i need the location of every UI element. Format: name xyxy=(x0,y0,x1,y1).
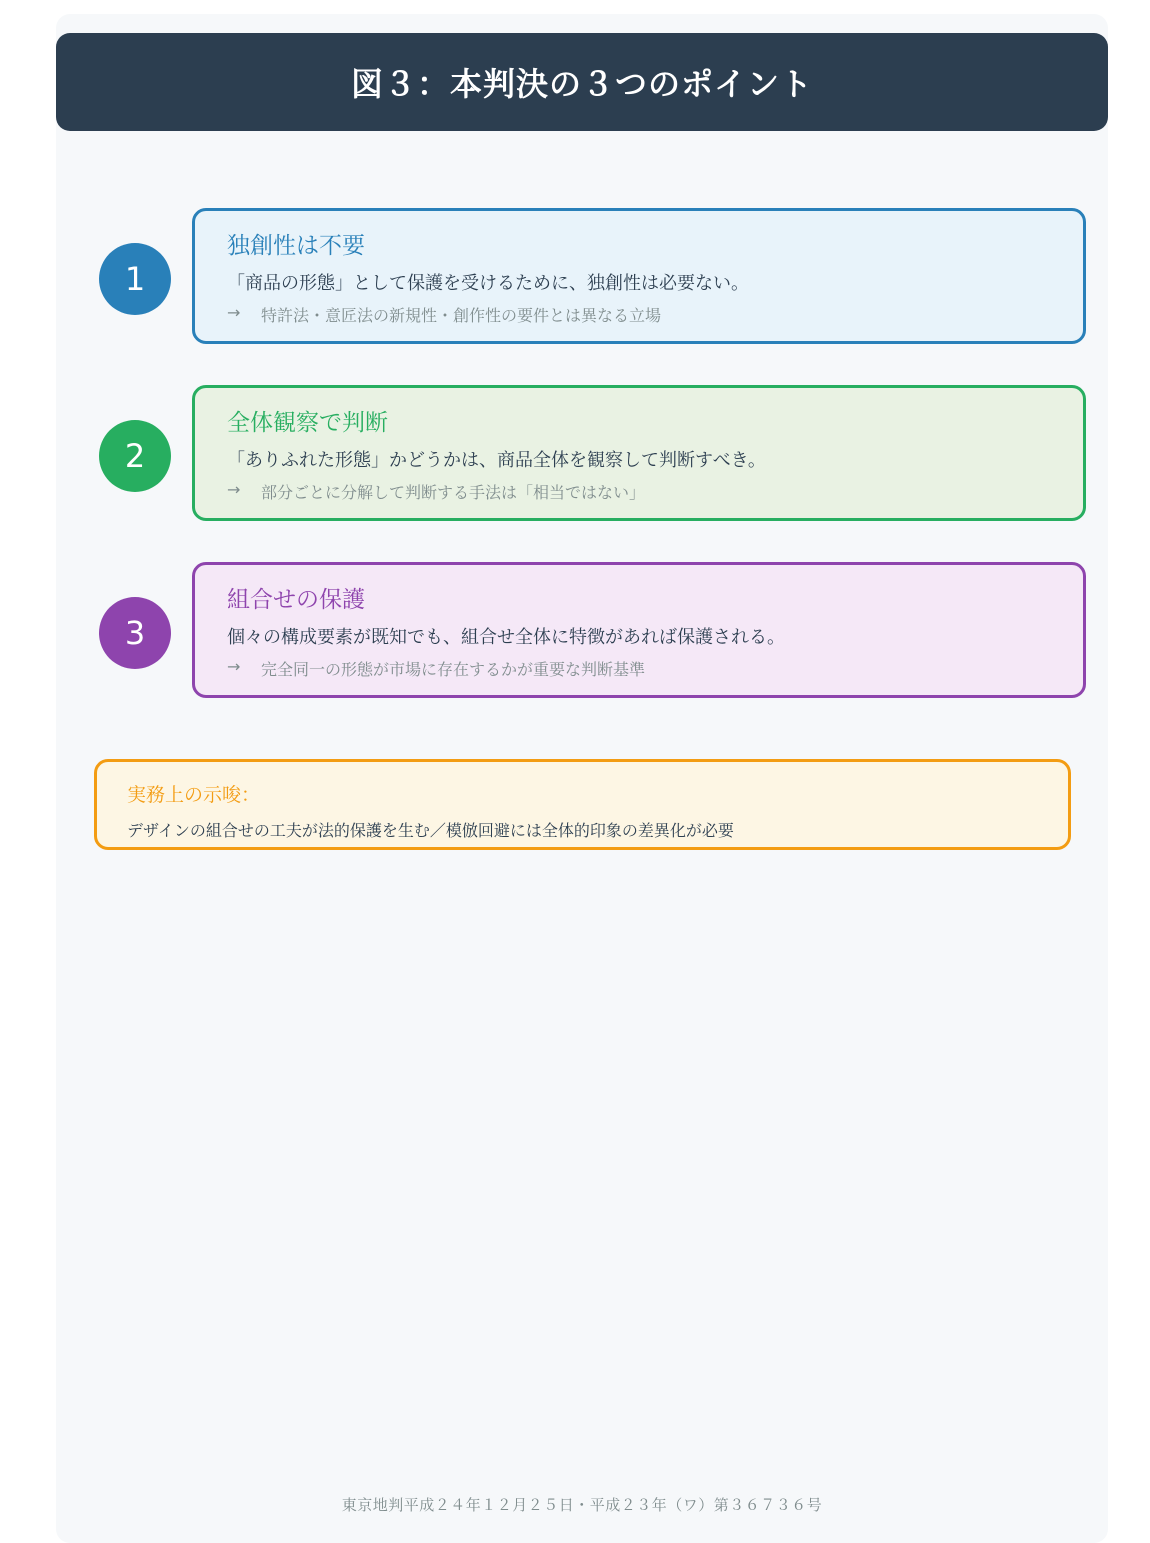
point-number-badge xyxy=(99,420,171,492)
point-title: 組合せの保護 xyxy=(227,587,365,613)
arrow-icon: → xyxy=(227,480,241,499)
practical-implications-box xyxy=(94,759,1071,850)
arrow-icon: → xyxy=(227,657,241,676)
point-note xyxy=(227,657,645,680)
arrow-icon: → xyxy=(227,303,241,322)
point-number: 2 xyxy=(124,437,146,475)
point-note xyxy=(227,480,645,503)
point-card xyxy=(192,562,1086,698)
point-title: 独創性は不要 xyxy=(227,233,365,259)
point-number-badge xyxy=(99,597,171,669)
point-number: 1 xyxy=(124,260,146,298)
point-description: 「ありふれた形態」かどうかは、商品全体を観察して判断すべき。 xyxy=(227,450,766,471)
point-note xyxy=(227,303,661,326)
point-number: 3 xyxy=(124,614,146,652)
title-banner xyxy=(56,33,1108,131)
point-description: 個々の構成要素が既知でも、組合せ全体に特徴があれば保護される。 xyxy=(227,627,785,648)
point-note-text: 完全同一の形態が市場に存在するかが重要な判断基準 xyxy=(261,660,646,679)
practical-implications-text: デザインの組合せの工夫が法的保護を生む／模倣回避には全体的印象の差異化が必要 xyxy=(127,821,734,840)
figure-title: 図３：本判決の３つのポイント xyxy=(350,65,813,103)
point-note-text: 特許法・意匠法の新規性・創作性の要件とは異なる立場 xyxy=(261,306,662,325)
point-description: 「商品の形態」として保護を受けるために、独創性は必要ない。 xyxy=(227,273,749,294)
point-title: 全体観察で判断 xyxy=(227,410,388,436)
point-note-text: 部分ごとに分解して判断する手法は「相当ではない」 xyxy=(261,483,646,502)
point-card xyxy=(192,208,1086,344)
point-card xyxy=(192,385,1086,521)
practical-implications-title: 実務上の示唆： xyxy=(127,784,261,806)
case-citation: 東京地判平成２４年１２月２５日・平成２３年（ワ）第３６７３６号 xyxy=(341,1496,823,1514)
point-number-badge xyxy=(99,243,171,315)
